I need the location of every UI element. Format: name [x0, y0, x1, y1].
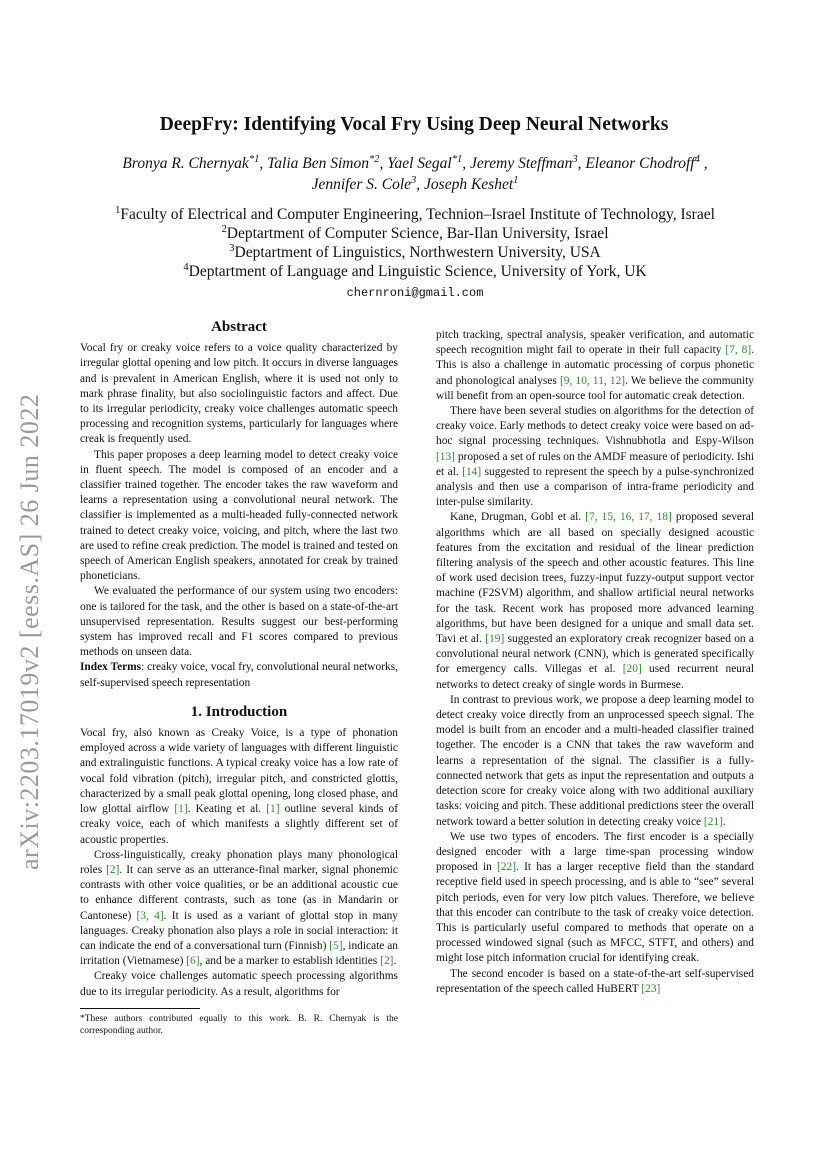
footnote: *These authors contributed equally to this work. B. R. Chernyak is the corresponding author.: [80, 1013, 398, 1036]
citation-link[interactable]: [22]: [497, 861, 517, 874]
intro-paragraph-2: Cross-linguistically, creaky phonation plays many phonological roles [2]. It can serve as an utterance-final marker, signal phonemic contrasts with other voice qualities, or be an additional acoustic cue to enhance different contrasts, such as tone (as in Mandarin or Cantonese) [3, 4]. It is used as a variant of glottal stop in many languages. Creaky phonation also plays a role in social interaction: it can indicate the end of a conversational turn (Finnish) [5], indicate an irritation (Vietnamese) [6], and be a marker to establish identities [2].: [80, 848, 398, 968]
abstract-paragraph-1: Vocal fry or creaky voice refers to a voice quality characterized by irregular glottal opening and low pitch. It occurs in diverse languages and is prevalent in American English, where it is used not only to mark phrase finality, but also sociolinguistic factors and affect. Due to its irregular periodicity, creaky voice challenges automatic speech processing and recognition systems, particularly for languages where creak is frequently used.: [80, 342, 398, 446]
citation-link[interactable]: [9, 10, 11, 12]: [560, 374, 626, 387]
abstract-heading: Abstract: [211, 319, 267, 335]
intro-paragraph-1: Vocal fry, also known as Creaky Voice, is a type of phonation employed across a wide variety of languages with different linguistic and extralinguistic functions. A typical creaky voice has a low rate of vocal fold vibration (pitch), irregular pitch, and constricted glottis, characterized by a small peak glottal opening, long closed phase, and low glottal airflow [1]. Keating et al. [1] outline several kinds of creaky voice, each of which manifests a slightly different set of acoustic properties.: [80, 727, 398, 846]
body-paragraph-2: There have been several studies on algorithms for the detection of creaky voice. Early methods to detect creaky voice were based on ad-hoc signal processing techniques. Vishnubhotla and Espy-Wilson [13] proposed a set of rules on the AMDF measure of periodicity. Ishi et al. [14] suggested to represent the speech by a pulse-synchronized analysis and then use a comparison of intra-frame periodicity and inter-pulse similarity.: [436, 405, 755, 509]
body-paragraph-6: The second encoder is based on a state-of-the-art self-supervised representation of the speech called HuBERT [23]: [436, 967, 754, 995]
affiliations: [60, 205, 770, 303]
affiliation-4: $^4$Deptartment of Language and Linguistic Science, University of York, UK: [183, 261, 647, 280]
body-paragraph-1: pitch tracking, spectral analysis, speaker verification, and automatic speech recognition might fail to operate in their full capacity [7, 8]. This is also a challenge in automatic processing of corpus phonetic and phonological analyses [9, 10, 11, 12]. We believe the community will benefit from an open-source tool for automatic creak detection.: [436, 329, 754, 402]
citation-link[interactable]: [20]: [622, 663, 642, 676]
arxiv-identifier: arXiv:2203.17019v2 [eess.AS] 26 Jun 2022: [15, 393, 44, 870]
body-paragraph-5: We use two types of encoders. The first encoder is a specially designed encoder with a large time-span processing window proposed in [22]. It has a larger receptive field than the standard receptive field used in speech processing, and is able to “see” several pitch periods, even for very low pitch values. Therefore, we believe that this encoder can contribute to the task of creaky voice detection. This is particularly useful compared to methods that operate on a processed windowed signal (such as MFCC, STFT, and others) and might lose pitch information crucial for identifying creak.: [436, 830, 754, 965]
abstract-paragraph-2: This paper proposes a deep learning model to detect creaky voice in fluent speech. The model is composed of an encoder and a classifier trained together. The encoder takes the raw waveform and learns a representation using a convolutional neural network. The classifier is implemented as a multi-headed fully-connected network trained to detect creaky voice, voicing, and pitch, where the last two are used to refine creak prediction. The model is trained and tested on speech of American English speakers, annotated for creak by trained phoneticians.: [80, 448, 398, 583]
body-paragraph-3: Kane, Drugman, Gobl et al. [7, 15, 16, 17, 18] proposed several algorithms which are all based on specially designed acoustic features from the excitation and residual of the linear prediction filtering analysis of the speech and other acoustic features. This line of work used decision trees, fuzzy-input fuzzy-output support vector machine (F2SVM) algorithm, and shallow artificial neural networks for the task. Recent work has proposed more advanced learning algorithms, but have been designed for a unique and small data set. Tavi et al. [19] suggested an exploratory creak recognizer based on a convolutional neural network (CNN), which is generated specifically for emergency calls. Villegas et al. [20] used recurrent neural networks to detect creaky of single words in Burmese.: [436, 511, 755, 691]
affiliation-2: $^2$Deptartment of Computer Science, Bar-Ilan University, Israel: [221, 223, 609, 242]
citation-link[interactable]: [14]: [462, 465, 482, 478]
citation-link[interactable]: [1]: [266, 803, 280, 816]
citation-link[interactable]: [2]: [380, 955, 394, 968]
intro-heading: 1. Introduction: [190, 703, 288, 720]
affiliation-3: $^3$Deptartment of Linguistics, Northwestern University, USA: [229, 242, 601, 261]
citation-link[interactable]: [6]: [186, 955, 200, 968]
citation-link[interactable]: [5]: [329, 939, 343, 952]
author-line-1: Bronya R. Chernyak$^{*1}$, Talia Ben Simon$^{*2}$, Yael Segal$^{*1}$, Jeremy Steffman$^3$, Eleanor Chodroff$^4$ ,: [122, 153, 708, 172]
citation-link[interactable]: [19]: [485, 633, 505, 646]
affiliation-1: $^1$Faculty of Electrical and Computer Engineering, Technion–Israel Institute of Technology, Israel: [115, 204, 715, 223]
paper-title: DeepFry: Identifying Vocal Fry Using Deep Neural Networks: [159, 114, 669, 135]
index-terms: [80, 660, 398, 690]
contact-email[interactable]: chernroni@gmail.com: [346, 286, 484, 300]
citation-link[interactable]: [21]: [703, 815, 723, 828]
citation-link[interactable]: [2]: [106, 863, 120, 876]
abstract-paragraph-3: We evaluated the performance of our system using two encoders: one is tailored for the task, and the other is based on a state-of-the-art unsupervised representation. Results suggest our best-performing system has improved recall and F1 scores compared to previous methods on unseen data.: [80, 585, 398, 659]
left-column: [80, 320, 398, 1037]
index-terms-text: : creaky voice, vocal fry, convolutional neural networks, self-supervised speech representation: [80, 661, 398, 689]
citation-link[interactable]: [7, 15, 16, 17, 18]: [585, 511, 672, 524]
author-line-2: Jennifer S. Cole$^3$, Joseph Keshet$^1$: [311, 174, 519, 193]
citation-link[interactable]: [13]: [436, 450, 455, 463]
citation-link[interactable]: [1]: [174, 803, 188, 816]
citation-link[interactable]: [23]: [641, 982, 661, 995]
right-column: [436, 328, 754, 997]
footnote-divider: [80, 1008, 200, 1009]
citation-link[interactable]: [3, 4]: [136, 909, 164, 922]
intro-paragraph-3: Creaky voice challenges automatic speech processing algorithms due to its irregular periodicity. As a result, algorithms for: [80, 970, 398, 998]
index-terms-label: Index Terms: [80, 661, 142, 674]
citation-link[interactable]: [7, 8]: [725, 344, 752, 357]
author-list: [80, 153, 750, 195]
body-paragraph-4: In contrast to previous work, we propose a deep learning model to detect creaky voice directly from an unprocessed speech signal. The model is built from an encoder and a multi-headed classifier trained together. The encoder is a CNN that takes the raw waveform and learns a representation of the signal. The classifier is a fully-connected network that gets as input the representation and outputs a detection score for creaky voice along with two additional auxiliary tasks: voicing and pitch. These additional predictions steer the overall network toward a better solution in detecting creaky voice [21].: [436, 693, 755, 828]
